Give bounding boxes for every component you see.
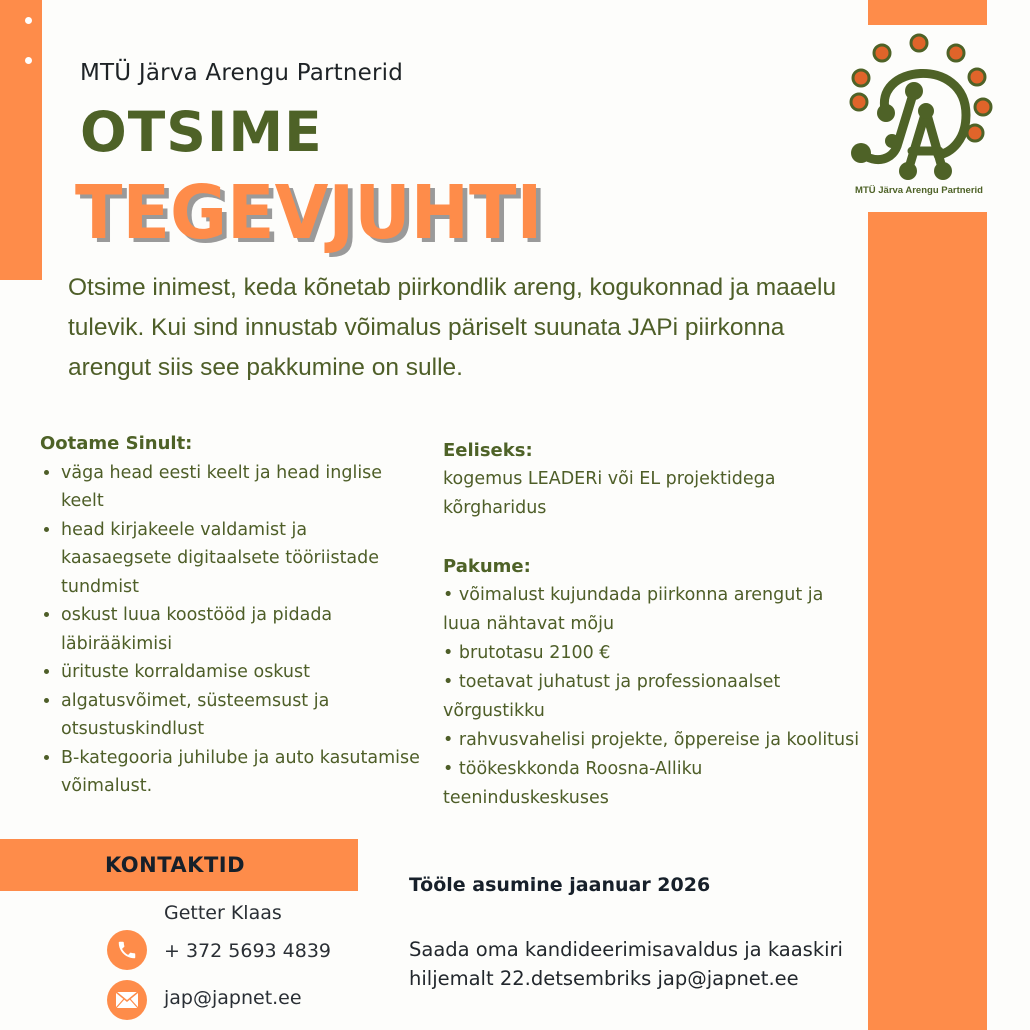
list-item: • algatusvõimet, süsteemsust ja otsustuskindlust — [61, 687, 420, 744]
list-item: • oskust luua koostööd ja pidada läbirääkimisi — [61, 601, 420, 658]
contacts-heading: KONTAKTID — [104, 853, 246, 877]
application-line: hiljemalt 22.detsembriks jap@japnet.ee — [409, 967, 799, 990]
offer-heading: Pakume: — [443, 556, 531, 577]
offer-item: • toetavat juhatust ja professionaalset võrgustikku — [443, 672, 781, 721]
logo-emblem-icon — [826, 25, 1012, 212]
left-accent-bar — [0, 0, 42, 280]
preferred-line: kogemus LEADERi või EL projektidega — [443, 469, 776, 489]
organization-name: MTÜ Järva Arengu Partnerid — [80, 60, 404, 86]
application-line: Saada oma kandideerimisavaldus ja kaaskiri — [409, 938, 843, 961]
logo — [826, 25, 1012, 212]
spacer — [443, 523, 863, 552]
logo-caption: MTÜ Järva Arengu Partnerid — [855, 185, 983, 196]
intro-paragraph: Otsime inimest, keda kõnetab piirkondlik areng, kogukonnad ja maaelu tulevik. Kui sind innustab võimalus päriselt suunata JAPi piirkonna arengut siis see pakkumine on sulle. — [68, 274, 837, 381]
headline-position: TEGEVJUHTI — [75, 170, 543, 256]
preferred-line: kõrgharidus — [443, 498, 547, 518]
headline-otsime: OTSIME — [80, 100, 323, 164]
requirements-list — [40, 459, 420, 801]
preferred-heading: Eeliseks: — [443, 440, 533, 461]
decor-dot — [25, 57, 32, 64]
offer-item: • brutotasu 2100 € — [443, 643, 611, 663]
list-item: • ürituste korraldamise oskust — [61, 658, 420, 687]
mail-icon — [107, 980, 147, 1020]
list-item: • B-kategooria juhilube ja auto kasutamise võimalust. — [61, 744, 420, 801]
contacts-banner — [0, 839, 358, 891]
list-item: • väga head eesti keelt ja head inglise keelt — [61, 459, 420, 516]
requirements-heading: Ootame Sinult: — [40, 433, 193, 454]
offer-item: • võimalust kujundada piirkonna arengut ja luua nähtavat mõju — [443, 585, 824, 634]
decor-dot — [25, 17, 32, 24]
offer-item: • töökeskkonda Roosna-Alliku teeninduskeskuses — [443, 759, 703, 808]
contact-phone[interactable]: + 372 5693 4839 — [164, 940, 332, 962]
list-item: • head kirjakeele valdamist ja kaasaegsete digitaalsete tööriistade tundmist — [61, 516, 420, 602]
preferred-and-offer-section — [443, 436, 863, 813]
phone-icon — [107, 930, 147, 970]
contact-name: Getter Klaas — [164, 902, 282, 924]
offer-item: • rahvusvahelisi projekte, õppereise ja koolitusi — [443, 730, 860, 750]
contact-email[interactable]: jap@japnet.ee — [164, 987, 302, 1009]
start-date: Tööle asumine jaanuar 2026 — [409, 874, 711, 896]
application-instructions — [409, 935, 843, 993]
requirements-section — [40, 430, 420, 801]
